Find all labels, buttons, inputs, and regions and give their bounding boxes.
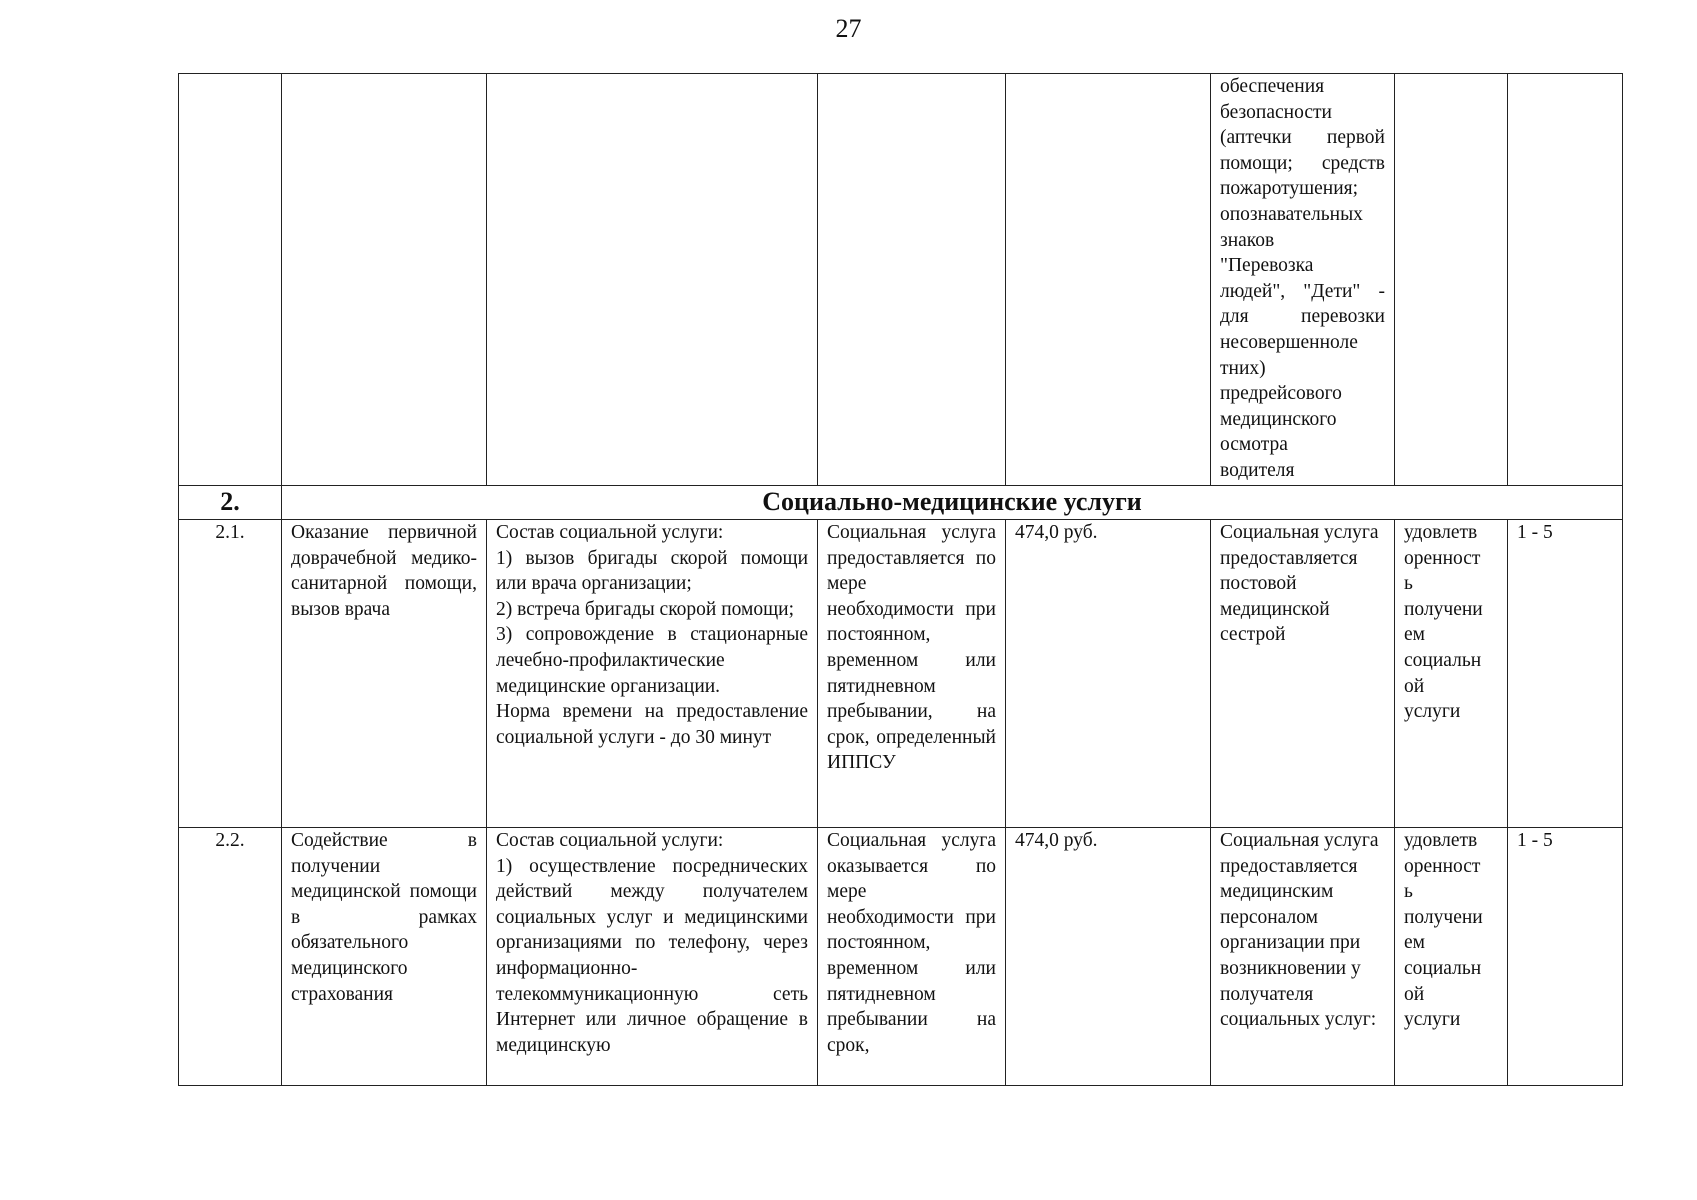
continuation-line: (аптечки первой: [1220, 127, 1385, 149]
cell-empty: [282, 74, 487, 486]
continuation-line: осмотра: [1220, 434, 1288, 456]
service-timing: Социальная услуга предоставляется по мере необходимости при постоянном, временном или пятидневном пребывании, на срок, определенный ИППСУ: [818, 520, 1006, 828]
continuation-line: помощи; средств: [1220, 152, 1385, 174]
continuation-line: несовершенноле: [1220, 331, 1358, 353]
services-table: [178, 73, 1623, 1086]
service-name: Оказание первичной доврачебной медико-санитарной помощи, вызов врача: [282, 520, 487, 828]
continuation-line: медицинского: [1220, 408, 1337, 430]
cell-empty: [1508, 74, 1623, 486]
continuation-line: водителя: [1220, 459, 1295, 481]
continuation-provider-cell: [1211, 74, 1395, 486]
service-evaluation: удовлетв оренност ь получени ем социальн ой услуги: [1395, 520, 1508, 828]
cell-empty: [179, 74, 282, 486]
section-number: 2.: [179, 486, 282, 520]
continuation-line: тних): [1220, 357, 1266, 379]
service-price: 474,0 руб.: [1006, 828, 1211, 1086]
continuation-line: "Перевозка: [1220, 255, 1314, 277]
cell-empty: [1006, 74, 1211, 486]
continuation-line: безопасности: [1220, 101, 1332, 123]
continuation-line: обеспечения: [1220, 76, 1325, 97]
service-evaluation: удовлетв оренност ь получени ем социальн ой услуги: [1395, 828, 1508, 1086]
service-provider: Социальная услуга предоставляется постовой медицинской сестрой: [1211, 520, 1395, 828]
cell-empty: [1395, 74, 1508, 486]
row-number: 2.2.: [179, 828, 282, 1086]
table-row: [179, 520, 1623, 828]
cell-empty: [487, 74, 818, 486]
section-header-row: [179, 486, 1623, 520]
continuation-line: предрейсового: [1220, 383, 1342, 405]
table-row: [179, 828, 1623, 1086]
cell-empty: [818, 74, 1006, 486]
service-price: 474,0 руб.: [1006, 520, 1211, 828]
page-number: 27: [835, 14, 862, 43]
section-title: Социально-медицинские услуги: [282, 486, 1623, 520]
service-rating: 1 - 5: [1508, 828, 1623, 1086]
service-timing: Социальная услуга оказывается по мере необходимости при постоянном, временном или пятидневном пребывании на срок,: [818, 828, 1006, 1086]
service-provider: Социальная услуга предоставляется медицинским персоналом организации при возникновении у получателя социальных услуг:: [1211, 828, 1395, 1086]
continuation-line: людей", "Дети" -: [1220, 280, 1385, 302]
continuation-row: [179, 74, 1623, 486]
continuation-line: пожаротушения;: [1220, 178, 1359, 200]
continuation-line: опознавательных: [1220, 203, 1363, 225]
service-rating: 1 - 5: [1508, 520, 1623, 828]
row-number: 2.1.: [179, 520, 282, 828]
continuation-line: для перевозки: [1220, 306, 1385, 328]
service-content: Состав социальной услуги: 1) осуществление посреднических действий между получателем социальных услуг и медицинскими организациями по телефону, через информационно-телекоммуникационную сеть Интернет или личное обращение в медицинскую: [487, 828, 818, 1086]
continuation-line: знаков: [1220, 229, 1275, 251]
service-content: Состав социальной услуги: 1) вызов бригады скорой помощи или врача организации; 2) встреча бригады скорой помощи; 3) сопровождение в стационарные лечебно-профилактические медицинские организации. Норма времени на предоставление социальной услуги - до 30 минут: [487, 520, 818, 828]
service-name: Содействие в получении медицинской помощи в рамках обязательного медицинского страхования: [282, 828, 487, 1086]
